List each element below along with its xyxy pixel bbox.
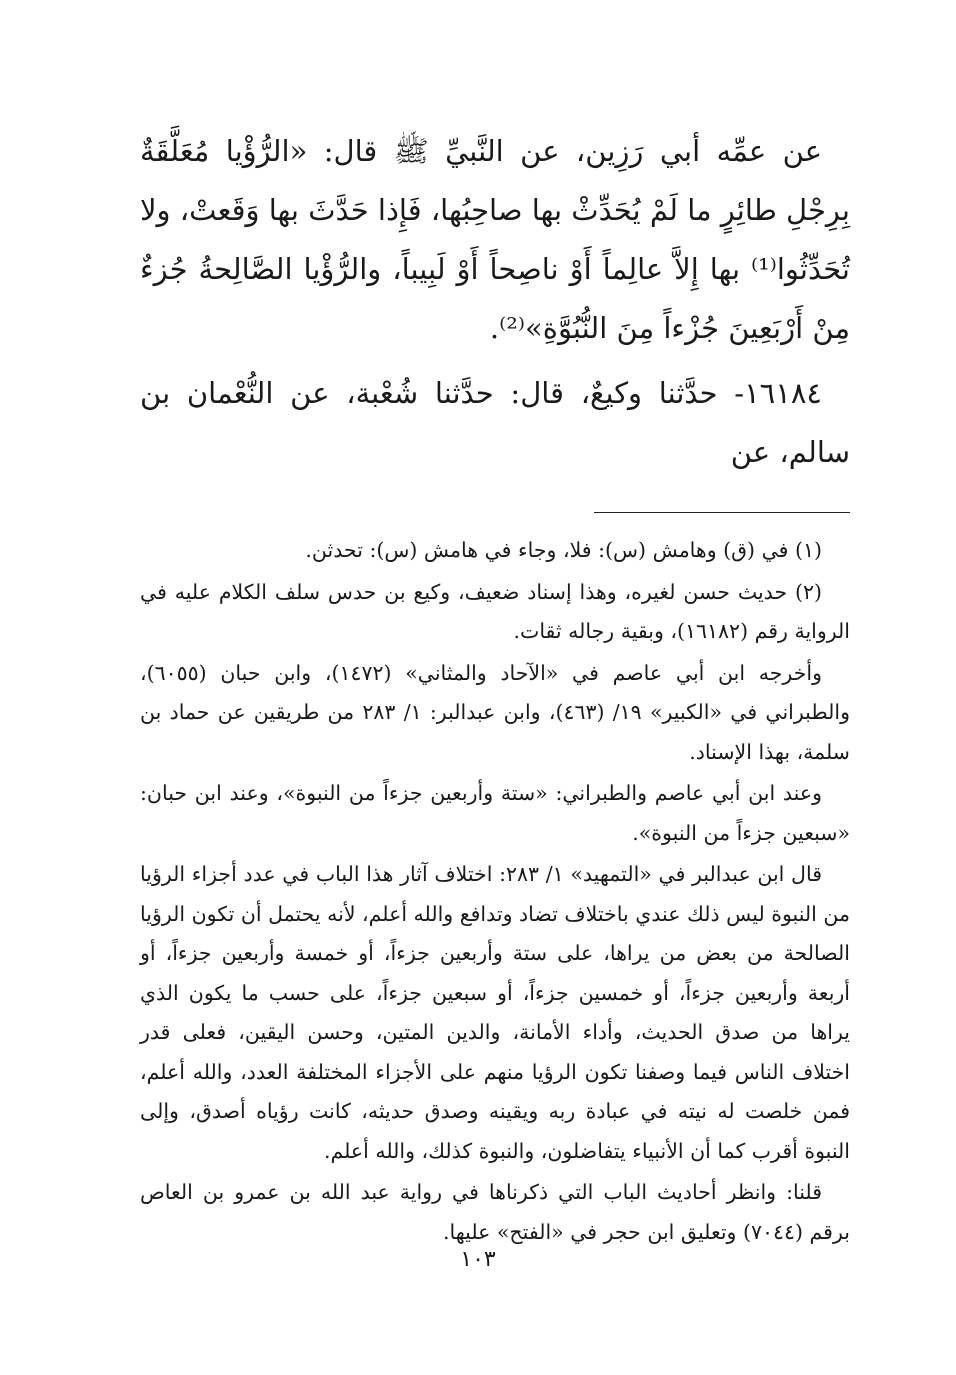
footnote-2-continuation: وأخرجه ابن أبي عاصم في «الآحاد والمثاني» (١٤٧٢)، وابن حبان (٦٠٥٥)، والطبراني في «الكبير» ١٩/ (٤٦٣)، وابن عبدالبر: ١/ ٢٨٣ من طريقين عن حماد بن سلمة، بهذا الإسناد. (140, 660, 851, 764)
page-number: ١٠٣ (460, 1247, 496, 1272)
footnote-1: (١) في (ق) وهامش (س): فلا، وجاء في هامش (س): تحدثن. (305, 538, 822, 562)
hadith-chain-paragraph: ١٦١٨٤- حدَّثنا وكيعٌ، قال: حدَّثنا شُعْبة، عن النُّعْمان بن سالم، عن (140, 376, 850, 469)
footnote-separator (594, 512, 850, 513)
footnote-2: (٢) حديث حسن لغيره، وهذا إسناد ضعيف، وكيع بن حدس سلف الكلام عليه في الرواية رقم (١٦١٨٢)، وبقية رجاله ثقات. (140, 579, 850, 643)
footnotes (140, 531, 850, 1252)
footnote-2-continuation: قال ابن عبدالبر في «التمهيد» ١/ ٢٨٣: اختلاف آثار هذا الباب في عدد أجزاء الرؤيا من النبوة ليس ذلك عندي باختلاف تضاد وتدافع والله أعلم، لأنه يحتمل أن تكون الرؤيا الصالحة من بعض من يراها، على ستة وأربعين جزءاً، أو خمسة وأربعين جزءاً، أو أربعة وأربعين جزءاً، أو خمسين جزءاً، أو سبعين جزءاً، على حسب ما يكون الذي يراها من صدق الحديث، وأداء الأمانة، والدين المتين، وحسن اليقين، فعلى قدر اختلاف الناس فيما وصفنا تكون الرؤيا منهم على الأجزاء المختلفة العدد، والله أعلم، فمن خلصت له نيته في عبادة ربه ويقينه وصدق حديثه، كانت رؤياه أصدق، وإلى النبوة أقرب كما أن الأنبياء يتفاضلون، والنبوة كذلك، والله أعلم. (140, 862, 850, 1163)
main-text (140, 122, 850, 482)
footnote-2-continuation: قلنا: وانظر أحاديث الباب التي ذكرناها في رواية عبد الله بن عمرو بن العاص برقم (٧٠٤٤) وتعليق ابن حجر في «الفتح» عليها. (140, 1180, 850, 1244)
footnote-2-continuation: وعند ابن أبي عاصم والطبراني: «ستة وأربعين جزءاً من النبوة»، وعند ابن حبان: «سبعين جزءاً من النبوة». (140, 781, 850, 845)
hadith-paragraph: عن عمِّه أبي رَزِين، عن النَّبيِّ ﷺ قال: «الرُّؤْيا مُعَلَّقَةٌ بِرِجْلِ طائِرٍ ما لَمْ يُحَدِّثْ بها صاحِبُها، فَإِذا حَدَّثَ بها وَقَعتْ، ولا تُحَدِّثُوا⁽¹⁾ بها إِلاَّ عالِماً أَوْ ناصِحاً أَوْ لَبِيباً، والرُّؤْيا الصَّالِحةُ جُزءٌ مِنْ أَرْبَعِينَ جُزْءاً مِنَ النُّبُوَّةِ»⁽²⁾. (140, 134, 850, 345)
